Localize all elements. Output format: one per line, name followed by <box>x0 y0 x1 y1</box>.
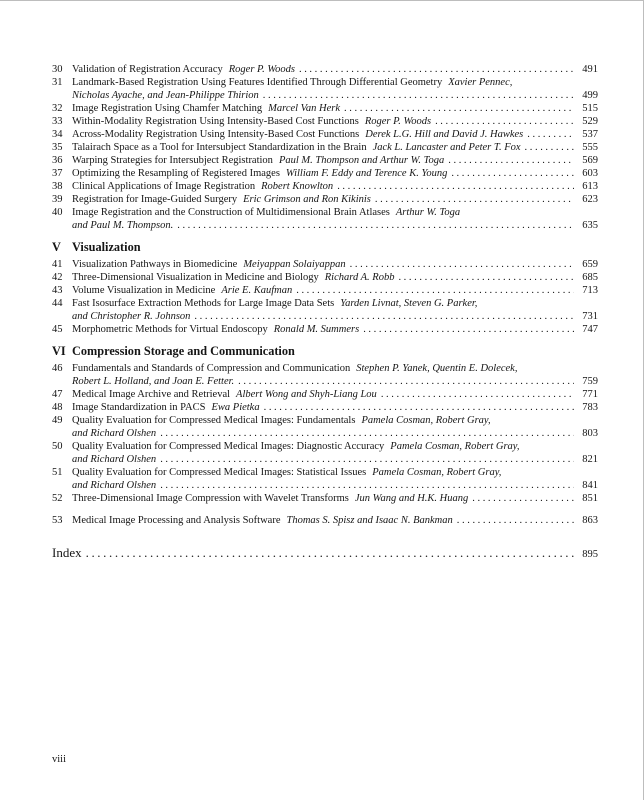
chapter-authors-continued: Nicholas Ayache, and Jean-Philippe Thirion <box>72 90 259 101</box>
chapter-title: Morphometric Methods for Virtual Endoscopy <box>72 324 268 335</box>
dot-leader <box>375 193 574 206</box>
chapter-authors-continued: and Paul M. Thompson. <box>72 220 174 231</box>
toc-entry <box>52 388 598 401</box>
chapter-title: Image Standardization in PACS <box>72 402 206 413</box>
chapter-authors: Robert Knowlton <box>261 181 334 192</box>
page-number: 529 <box>582 116 598 127</box>
chapter-authors: Derek L.G. Hill and David J. Hawkes <box>365 129 524 140</box>
chapter-title: Clinical Applications of Image Registration <box>72 181 256 192</box>
chapter-number: 31 <box>52 77 63 88</box>
toc-entry <box>52 492 598 505</box>
chapter-authors-continued: and Richard Olshen <box>72 454 157 465</box>
chapter-number: 44 <box>52 298 63 309</box>
dot-leader <box>457 514 574 527</box>
dot-leader <box>177 219 574 232</box>
toc-entry <box>52 206 598 232</box>
dot-leader <box>299 63 574 76</box>
chapter-title: Visualization Pathways in Biomedicine <box>72 259 238 270</box>
dot-leader <box>264 401 574 414</box>
page-number: 783 <box>582 402 598 413</box>
index-label: Index <box>52 545 82 560</box>
page-number: 713 <box>582 285 598 296</box>
chapter-authors-continued: and Christopher R. Johnson <box>72 311 191 322</box>
chapter-authors: Ronald M. Summers <box>273 324 360 335</box>
chapter-authors: Stephen P. Yanek, Quentin E. Dolecek, <box>356 363 518 374</box>
section-title: Compression Storage and Communication <box>72 344 295 358</box>
dot-leader <box>337 180 574 193</box>
page-number: 623 <box>582 194 598 205</box>
chapter-title: Fast Isosurface Extraction Methods for Large Image Data Sets <box>72 298 335 309</box>
dot-leader <box>363 323 574 336</box>
page-number: 555 <box>582 142 598 153</box>
chapter-number: 36 <box>52 155 63 166</box>
toc-entry <box>52 414 598 440</box>
page-number: 659 <box>582 259 598 270</box>
chapter-number: 42 <box>52 272 63 283</box>
chapter-authors: Jun Wang and H.K. Huang <box>354 493 469 504</box>
chapter-authors: Pamela Cosman, Robert Gray, <box>390 441 520 452</box>
chapter-authors: Albert Wong and Shyh-Liang Lou <box>236 389 377 400</box>
chapter-number: 45 <box>52 324 63 335</box>
chapter-number: 52 <box>52 493 63 504</box>
toc-entry <box>52 102 598 115</box>
chapter-title: Within-Modality Registration Using Intensity-Based Cost Functions <box>72 116 359 127</box>
page-number: 613 <box>582 181 598 192</box>
dot-leader <box>435 115 574 128</box>
section-heading <box>52 344 598 358</box>
chapter-authors-continued: and Richard Olshen <box>72 428 157 439</box>
chapter-authors: Thomas S. Spisz and Isaac N. Bankman <box>286 515 453 526</box>
chapter-authors: Ewa Pietka <box>211 402 260 413</box>
toc-entry <box>52 167 598 180</box>
chapter-authors: Yarden Livnat, Steven G. Parker, <box>340 298 478 309</box>
toc-entry <box>52 466 598 492</box>
chapter-number: 30 <box>52 64 63 75</box>
dot-leader <box>398 271 574 284</box>
chapter-number: 51 <box>52 467 63 478</box>
dot-leader <box>344 102 574 115</box>
dot-leader <box>472 492 574 505</box>
page-number: 685 <box>582 272 598 283</box>
chapter-number: 43 <box>52 285 63 296</box>
chapter-title: Quality Evaluation for Compressed Medical Images: Fundamentals <box>72 415 356 426</box>
toc-entry <box>52 323 598 336</box>
chapter-authors: Xavier Pennec, <box>448 77 513 88</box>
chapter-authors: Roger P. Woods <box>228 64 295 75</box>
chapter-title: Image Registration Using Chamfer Matching <box>72 103 263 114</box>
chapter-authors: Arie E. Kaufman <box>221 285 293 296</box>
dot-leader <box>160 479 574 492</box>
toc-entry <box>52 128 598 141</box>
chapter-title: Registration for Image-Guided Surgery <box>72 194 238 205</box>
chapter-number: 53 <box>52 515 63 526</box>
chapter-number: 32 <box>52 103 63 114</box>
page-footer-number: viii <box>52 754 67 765</box>
page-number: 569 <box>582 155 598 166</box>
chapter-authors: Eric Grimson and Ron Kikinis <box>243 194 371 205</box>
page-number: 841 <box>582 480 598 491</box>
chapter-number: 46 <box>52 363 63 374</box>
toc-entry <box>52 180 598 193</box>
chapter-authors-continued: and Richard Olshen <box>72 480 157 491</box>
chapter-authors: William F. Eddy and Terence K. Young <box>285 168 448 179</box>
dot-leader <box>527 128 574 141</box>
page-number: 747 <box>582 324 598 335</box>
chapter-title: Image Registration and the Construction of Multidimensional Brain Atlases <box>72 207 390 218</box>
chapter-title: Medical Image Processing and Analysis Software <box>72 515 281 526</box>
chapter-title: Optimizing the Resampling of Registered Images <box>72 168 280 179</box>
dot-leader <box>381 388 574 401</box>
chapter-number: 39 <box>52 194 63 205</box>
dot-leader <box>525 141 574 154</box>
chapter-authors: Roger P. Woods <box>364 116 432 127</box>
chapter-title: Three-Dimensional Visualization in Medicine and Biology <box>72 272 319 283</box>
page-number: 491 <box>582 64 598 75</box>
chapter-title: Validation of Registration Accuracy <box>72 64 223 75</box>
chapter-number: 41 <box>52 259 63 270</box>
chapter-authors: Pamela Cosman, Robert Gray, <box>361 415 491 426</box>
chapter-number: 40 <box>52 207 63 218</box>
page-number: 759 <box>582 376 598 387</box>
dot-leader <box>86 545 574 560</box>
toc-entry <box>52 401 598 414</box>
page-number: 499 <box>582 90 598 101</box>
chapter-authors: Meiyappan Solaiyappan <box>243 259 346 270</box>
chapter-number: 48 <box>52 402 63 413</box>
index-entry <box>52 545 598 562</box>
chapter-number: 49 <box>52 415 63 426</box>
page-number: 635 <box>582 220 598 231</box>
chapter-number: 33 <box>52 116 63 127</box>
toc-entry <box>52 154 598 167</box>
dot-leader <box>160 453 574 466</box>
page-number: 851 <box>582 493 598 504</box>
chapter-title: Talairach Space as a Tool for Intersubject Standardization in the Brain <box>72 142 367 153</box>
toc-entry <box>52 193 598 206</box>
chapter-number: 35 <box>52 142 63 153</box>
chapter-authors: Richard A. Robb <box>324 272 395 283</box>
page-number: 821 <box>582 454 598 465</box>
toc-entry <box>52 284 598 297</box>
toc-entry <box>52 362 598 388</box>
page-number: 537 <box>582 129 598 140</box>
toc-entry <box>52 115 598 128</box>
dot-leader <box>451 167 574 180</box>
chapter-title: Quality Evaluation for Compressed Medical Images: Diagnostic Accuracy <box>72 441 385 452</box>
chapter-number: 37 <box>52 168 63 179</box>
toc-entry <box>52 440 598 466</box>
page-number: 731 <box>582 311 598 322</box>
chapter-title: Across-Modality Registration Using Intensity-Based Cost Functions <box>72 129 360 140</box>
section-title: Visualization <box>72 240 141 254</box>
toc-entry <box>52 258 598 271</box>
section-number: V <box>52 240 61 254</box>
chapter-title: Three-Dimensional Image Compression with Wavelet Transforms <box>72 493 349 504</box>
chapter-title: Landmark-Based Registration Using Features Identified Through Differential Geometry <box>72 77 443 88</box>
page-number: 895 <box>582 549 598 560</box>
dot-leader <box>448 154 574 167</box>
dot-leader <box>350 258 574 271</box>
chapter-number: 47 <box>52 389 63 400</box>
chapter-authors: Arthur W. Toga <box>395 207 461 218</box>
chapter-authors: Jack L. Lancaster and Peter T. Fox <box>372 142 521 153</box>
section-heading <box>52 240 598 254</box>
chapter-authors: Marcel Van Herk <box>268 103 341 114</box>
page-number: 771 <box>582 389 598 400</box>
chapter-authors-continued: Robert L. Holland, and Joan E. Fetter. <box>72 376 235 387</box>
chapter-number: 50 <box>52 441 63 452</box>
chapter-title: Medical Image Archive and Retrieval <box>72 389 231 400</box>
toc-entry <box>52 514 598 527</box>
page-number: 515 <box>582 103 598 114</box>
section-number: VI <box>52 344 66 358</box>
toc-page <box>52 63 598 562</box>
page-number: 603 <box>582 168 598 179</box>
dot-leader <box>263 89 574 102</box>
toc-entry <box>52 141 598 154</box>
dot-leader <box>160 427 574 440</box>
toc-entry <box>52 63 598 76</box>
chapter-number: 34 <box>52 129 63 140</box>
chapter-authors: Pamela Cosman, Robert Gray, <box>372 467 502 478</box>
dot-leader <box>194 310 574 323</box>
chapter-title: Volume Visualization in Medicine <box>72 285 216 296</box>
chapter-authors: Paul M. Thompson and Arthur W. Toga <box>278 155 445 166</box>
dot-leader <box>238 375 574 388</box>
toc-entry <box>52 297 598 323</box>
toc-entry <box>52 76 598 102</box>
chapter-number: 38 <box>52 181 63 192</box>
dot-leader <box>296 284 574 297</box>
page-number: 863 <box>582 515 598 526</box>
chapter-title: Quality Evaluation for Compressed Medical Images: Statistical Issues <box>72 467 367 478</box>
toc-entry <box>52 271 598 284</box>
page-number: 803 <box>582 428 598 439</box>
chapter-title: Warping Strategies for Intersubject Registration <box>72 155 273 166</box>
chapter-title: Fundamentals and Standards of Compression and Communication <box>72 363 351 374</box>
